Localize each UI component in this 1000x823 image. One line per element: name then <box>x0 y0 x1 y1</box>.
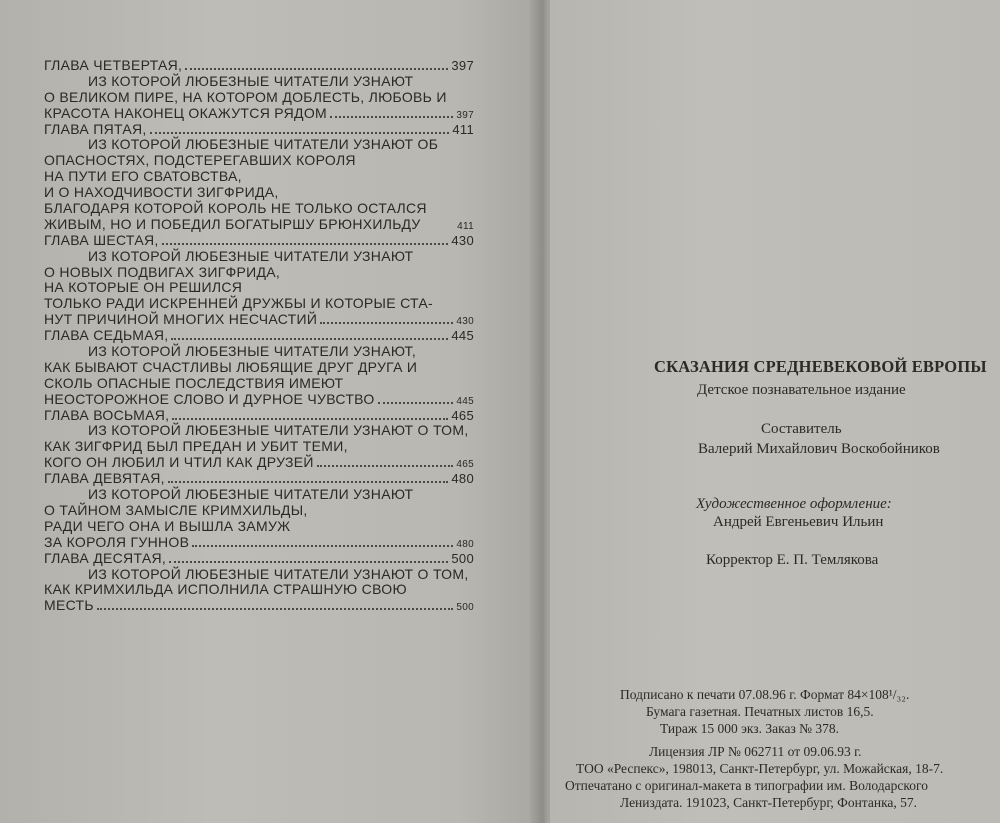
toc-text: СКОЛЬ ОПАСНЫЕ ПОСЛЕДСТВИЯ ИМЕЮТ <box>44 374 344 391</box>
toc-text: ИЗ КОТОРОЙ ЛЮБЕЗНЫЕ ЧИТАТЕЛИ УЗНАЮТ <box>88 486 414 503</box>
toc-page-number: 430 <box>456 316 474 328</box>
toc-text: О ВЕЛИКОМ ПИРЕ, НА КОТОРОМ ДОБЛЕСТЬ, ЛЮБОВЬ И <box>44 88 447 105</box>
toc-text: ИЗ КОТОРОЙ ЛЮБЕЗНЫЕ ЧИТАТЕЛИ УЗНАЮТ, <box>88 343 417 360</box>
toc-page-number: 397 <box>456 109 474 121</box>
toc-page-number: 500 <box>451 550 474 566</box>
imprint-line: Лениздата. 191023, Санкт-Петербург, Фонтанка, 57. <box>620 795 918 810</box>
toc-text: КАК ЗИГФРИД БЫЛ ПРЕДАН И УБИТ ТЕМИ, <box>44 438 348 455</box>
art-design-label: Художественное оформление: <box>696 496 892 512</box>
imprint-line: Подписано к печати 07.08.96 г. Формат 84×108¹/₃₂. <box>620 687 910 702</box>
toc-text: ГЛАВА ДЕСЯТАЯ, <box>44 549 167 566</box>
toc-text: ГЛАВА ШЕСТАЯ, <box>44 231 159 248</box>
toc-text: ЖИВЫМ, НО И ПОБЕДИЛ БОГАТЫРШУ БРЮНХИЛЬДУ <box>44 215 421 232</box>
book-title: СКАЗАНИЯ СРЕДНЕВЕКОВОЙ ЕВРОПЫ <box>654 357 987 376</box>
toc-text: КАК КРИМХИЛЬДА ИСПОЛНИЛА СТРАШНУЮ СВОЮ <box>44 581 407 598</box>
toc-text: И О НАХОДЧИВОСТИ ЗИГФРИДА, <box>44 184 279 201</box>
toc-text: ОПАСНОСТЯХ, ПОДСТЕРЕГАВШИХ КОРОЛЯ <box>44 152 356 169</box>
toc-text: О ТАЙНОМ ЗАМЫСЛЕ КРИМХИЛЬДЫ, <box>44 501 308 518</box>
book-subtitle: Детское познавательное издание <box>697 382 906 398</box>
toc-page-number: 411 <box>452 121 474 137</box>
toc-page-number: 411 <box>457 220 474 232</box>
toc-text: ГЛАВА ДЕВЯТАЯ, <box>44 470 165 487</box>
toc-text: ИЗ КОТОРОЙ ЛЮБЕЗНЫЕ ЧИТАТЕЛИ УЗНАЮТ О ТОМ, <box>88 565 469 582</box>
compiler-label: Составитель <box>761 421 842 437</box>
imprint-line: ТОО «Респекс», 198013, Санкт-Петербург, ул. Можайская, 18-7. <box>576 761 944 776</box>
toc-page-number: 430 <box>451 232 474 248</box>
toc-text: ГЛАВА ПЯТАЯ, <box>44 120 147 137</box>
toc-text: ИЗ КОТОРОЙ ЛЮБЕЗНЫЕ ЧИТАТЕЛИ УЗНАЮТ ОБ <box>88 136 439 153</box>
toc-text: ИЗ КОТОРОЙ ЛЮБЕЗНЫЕ ЧИТАТЕЛИ УЗНАЮТ <box>88 72 414 89</box>
toc-text: ГЛАВА СЕДЬМАЯ, <box>44 327 169 344</box>
toc-page-number: 480 <box>451 471 474 487</box>
compiler-name: Валерий Михайлович Воскобойников <box>698 441 940 457</box>
toc-text: КРАСОТА НАКОНЕЦ ОКАЖУТСЯ РЯДОМ <box>44 104 327 121</box>
toc-text: НЕОСТОРОЖНОЕ СЛОВО И ДУРНОЕ ЧУВСТВО <box>44 390 375 407</box>
imprint-line: Отпечатано с оригинал-макета в типографии им. Володарского <box>565 778 928 793</box>
toc-text: БЛАГОДАРЯ КОТОРОЙ КОРОЛЬ НЕ ТОЛЬКО ОСТАЛСЯ <box>44 200 427 217</box>
toc-text: КАК БЫВАЮТ СЧАСТЛИВЫ ЛЮБЯЩИЕ ДРУГ ДРУГА И <box>44 358 418 375</box>
art-design-name: Андрей Евгеньевич Ильин <box>713 514 884 530</box>
toc-page-number: 445 <box>451 328 474 344</box>
toc-text: ЗА КОРОЛЯ ГУННОВ <box>44 533 190 550</box>
toc-text: ГЛАВА ВОСЬМАЯ, <box>44 406 170 423</box>
corrector-line: Корректор Е. П. Темлякова <box>706 552 879 568</box>
toc-page-number: 465 <box>451 407 474 423</box>
toc-text: КОГО ОН ЛЮБИЛ И ЧТИЛ КАК ДРУЗЕЙ <box>44 454 314 471</box>
toc-text: МЕСТЬ <box>44 597 94 614</box>
toc-page-number: 480 <box>456 538 474 550</box>
toc-page-number: 465 <box>456 459 474 471</box>
toc-text: ТОЛЬКО РАДИ ИСКРЕННЕЙ ДРУЖБЫ И КОТОРЫЕ СТА- <box>44 295 434 312</box>
toc-text: ИЗ КОТОРОЙ ЛЮБЕЗНЫЕ ЧИТАТЕЛИ УЗНАЮТ <box>88 247 414 264</box>
toc-text: О НОВЫХ ПОДВИГАХ ЗИГФРИДА, <box>44 263 281 280</box>
imprint-line: Тираж 15 000 экз. Заказ № 378. <box>660 721 840 736</box>
imprint-line: Лицензия ЛР № 062711 от 09.06.93 г. <box>649 744 862 759</box>
toc-page-number: 445 <box>456 395 474 407</box>
toc-text: НА ПУТИ ЕГО СВАТОВСТВА, <box>44 168 242 185</box>
toc-text: НУТ ПРИЧИНОЙ МНОГИХ НЕСЧАСТИЙ <box>44 311 318 328</box>
toc-page-number: 500 <box>456 602 474 614</box>
toc-text: РАДИ ЧЕГО ОНА И ВЫШЛА ЗАМУЖ <box>44 517 291 534</box>
toc-text: ГЛАВА ЧЕТВЕРТАЯ, <box>44 57 183 73</box>
toc-text: НА КОТОРЫЕ ОН РЕШИЛСЯ <box>44 279 243 296</box>
imprint-line: Бумага газетная. Печатных листов 16,5. <box>646 704 874 719</box>
toc-text: ИЗ КОТОРОЙ ЛЮБЕЗНЫЕ ЧИТАТЕЛИ УЗНАЮТ О ТОМ, <box>88 422 469 439</box>
toc-page-number: 397 <box>451 58 474 73</box>
